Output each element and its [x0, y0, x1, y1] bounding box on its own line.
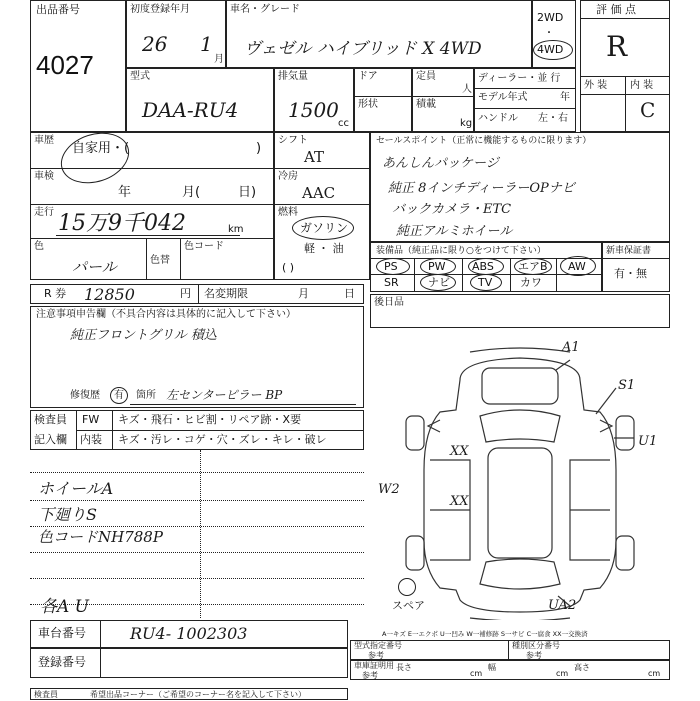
equip-airbag: エアB — [518, 260, 548, 273]
fuel-circle — [292, 216, 354, 240]
history-label: 車歴 — [34, 135, 54, 146]
drive-2wd: 2WD — [537, 11, 564, 24]
damage-legend: A一キズ E一エクボ U一凹み W一補修跡 S一サビ C一腐食 XX一交換済 — [382, 630, 588, 638]
equip-airbag-circle — [514, 258, 552, 275]
person-unit: 人 — [462, 84, 472, 95]
kg-unit: kg — [460, 118, 473, 129]
equip-leather: カワ — [520, 276, 542, 289]
color-value: パール — [72, 258, 117, 276]
rear-box — [370, 294, 670, 328]
equip-pw-circle — [420, 258, 456, 275]
history-value: 自家用・( — [72, 141, 130, 156]
equip-sr: SR — [384, 276, 399, 289]
drive-4wd: 4WD — [537, 43, 564, 56]
displacement: 1500 — [288, 98, 339, 122]
inspection-day: 日) — [238, 185, 257, 200]
height-cm: cm — [648, 669, 661, 678]
mark-ua2: UA2 — [548, 598, 577, 613]
selling-point-3: バックカメラ・ETC — [392, 202, 512, 217]
mileage: 15万9千042 — [58, 211, 186, 236]
r-box — [30, 284, 364, 304]
cert-ref: 参考 — [362, 671, 378, 680]
repair-label: 修復歴 — [70, 390, 100, 401]
width-cm: cm — [556, 669, 569, 678]
fuel-label: 燃料 — [278, 207, 298, 218]
fw-label: FW — [82, 413, 100, 426]
drive-dot: ・ — [544, 28, 554, 39]
spare-tire-icon — [398, 578, 416, 596]
mileage-label: 走行 — [34, 207, 54, 218]
handwritten-each: 各A U — [40, 597, 90, 617]
load-label: 積載 — [416, 99, 436, 110]
mark-xx-2: XX — [450, 494, 469, 509]
chassis-value: RU4- 1002303 — [130, 624, 248, 643]
inspector-label-2: 記入欄 — [34, 433, 67, 446]
handwritten-wheel: ホイールA — [38, 479, 114, 498]
month-unit: 月 — [214, 54, 224, 65]
bottom-label-2: 希望出品コーナー（ご希望のコーナー名を記入して下さい） — [90, 690, 306, 699]
shift-value: AT — [304, 148, 325, 166]
fuel-light: 軽 — [304, 242, 315, 255]
height-label: 高さ — [574, 663, 590, 672]
exterior-label: 外 装 — [584, 80, 608, 91]
inspection-label: 車検 — [34, 171, 54, 182]
notes-label: 注意事項申告欄（不具合内容は具体的に記入して下さい） — [36, 309, 296, 320]
repair-yes-circle — [110, 387, 128, 404]
history-close: ) — [256, 141, 262, 156]
width-label: 幅 — [488, 663, 496, 672]
fuel-oil: ・ 油 — [318, 242, 344, 255]
interior-grade: C — [640, 98, 656, 122]
score-label: 評 価 点 — [596, 3, 636, 16]
class-ref: 参考 — [526, 651, 542, 660]
inspector-label-1: 検査員 — [34, 413, 67, 426]
mark-s1: S1 — [618, 378, 636, 393]
equip-navi-circle — [420, 274, 456, 291]
length-label: 長さ — [396, 663, 412, 672]
chassis-label: 車台番号 — [38, 626, 87, 640]
mark-xx-1: XX — [450, 444, 469, 459]
first-reg-year: 26 — [142, 32, 168, 56]
equip-ps-circle — [376, 258, 410, 275]
equip-abs-circle — [468, 258, 504, 275]
dealer-label: ディーラー・並 行 — [478, 73, 561, 84]
handle-value: 左・右 — [538, 113, 568, 124]
name-change-label: 名変期限 — [204, 287, 248, 300]
repair-place-label: 箇所 — [136, 390, 156, 401]
displacement-label: 排気量 — [278, 71, 308, 82]
score: R — [606, 30, 628, 63]
fuel-value: ガソリン — [300, 221, 349, 235]
type-label: 型式指定番号 — [354, 641, 402, 650]
capacity-label: 定員 — [416, 71, 436, 82]
km-unit: km — [228, 224, 244, 235]
model-label: 型式 — [130, 71, 150, 82]
name-change-day: 日 — [344, 287, 355, 300]
repair-place: 左センターピラー BP — [166, 388, 283, 402]
handwritten-underbody: 下廻りS — [38, 505, 97, 524]
selling-point-1: あんしんパッケージ — [382, 156, 499, 171]
rear-seat-label: 後日品 — [374, 297, 404, 308]
type-ref: 参考 — [368, 651, 384, 660]
year-unit: 年 — [560, 92, 570, 103]
name-change-month: 月 — [298, 287, 309, 300]
ac-label: 冷房 — [278, 171, 298, 182]
mark-u1: U1 — [638, 434, 658, 449]
mark-w2: W2 — [378, 482, 400, 497]
color-code-label: 色コード — [184, 241, 224, 252]
inspection-month: 月( — [182, 185, 201, 200]
model-year-label: モデル年式 — [478, 92, 528, 103]
equip-navi: ナビ — [428, 276, 450, 289]
car-name-label: 車名・グレード — [230, 4, 300, 15]
handwritten-color-code: 色コードNH788P — [38, 528, 163, 546]
spare-label: スペア — [392, 599, 425, 612]
repair-yes: 有 — [114, 390, 124, 401]
length-cm: cm — [470, 669, 483, 678]
shape-label: 形状 — [358, 99, 378, 110]
mark-a1: A1 — [562, 340, 580, 355]
equip-aw-circle — [560, 256, 596, 276]
cc-unit: cc — [338, 118, 349, 129]
bottom-label-1: 検査員 — [34, 690, 58, 699]
interior-inspect-label: 内装 — [80, 433, 102, 446]
equipment-label: 装備品（純正品に限り○をつけて下さい） — [376, 246, 546, 256]
lot-number: 4027 — [36, 50, 94, 80]
car-diagram — [370, 330, 670, 620]
equip-pw: PW — [428, 260, 446, 273]
lot-label: 出品番号 — [36, 3, 80, 16]
car-name: ヴェゼル ハイブリッド X 4WD — [244, 39, 482, 59]
interior-items: キズ・汚レ・コゲ・穴・ズレ・キレ・破レ — [118, 433, 327, 446]
color-label: 色 — [34, 241, 44, 252]
warranty-value: 有・無 — [614, 267, 647, 280]
equip-ps: PS — [384, 260, 398, 273]
reg-label: 登録番号 — [38, 655, 87, 669]
equip-aw: AW — [568, 260, 586, 273]
model: DAA-RU4 — [142, 98, 239, 122]
equip-tv: TV — [478, 276, 493, 289]
ac-value: AAC — [302, 184, 336, 202]
new-car-label: 新車保証書 — [606, 246, 652, 256]
equip-tv-circle — [470, 274, 502, 291]
cert-label: 車庫証明用 — [354, 661, 394, 670]
r-value: 12850 — [84, 285, 135, 304]
mileage-frame — [56, 206, 240, 236]
equip-abs: ABS — [472, 260, 494, 273]
yen-unit: 円 — [180, 287, 191, 300]
interior-label: 内 装 — [630, 80, 654, 91]
fuel-paren: ( ) — [282, 261, 295, 274]
selling-point-2: 純正 8インチディーラーOPナビ — [388, 181, 575, 196]
inspection-year: 年 — [118, 185, 132, 200]
shift-label: シフト — [278, 135, 308, 146]
door-label: ドア — [358, 71, 378, 82]
fw-items: キズ・飛石・ヒビ割・リペア跡・X要 — [118, 413, 302, 426]
first-reg-label: 初度登録年月 — [130, 4, 190, 15]
selling-points-label: セールスポイント（正常に機能するものに限ります） — [376, 136, 592, 146]
handle-label: ハンドル — [478, 113, 518, 124]
color-change-label: 色替 — [150, 255, 170, 266]
selling-point-4: 純正アルミホイール — [396, 224, 513, 239]
class-label: 種別区分番号 — [512, 641, 560, 650]
r-label: R 券 — [44, 287, 67, 300]
first-reg-month: 1 — [200, 32, 213, 56]
notes-text: 純正フロントグリル 積込 — [70, 328, 217, 343]
